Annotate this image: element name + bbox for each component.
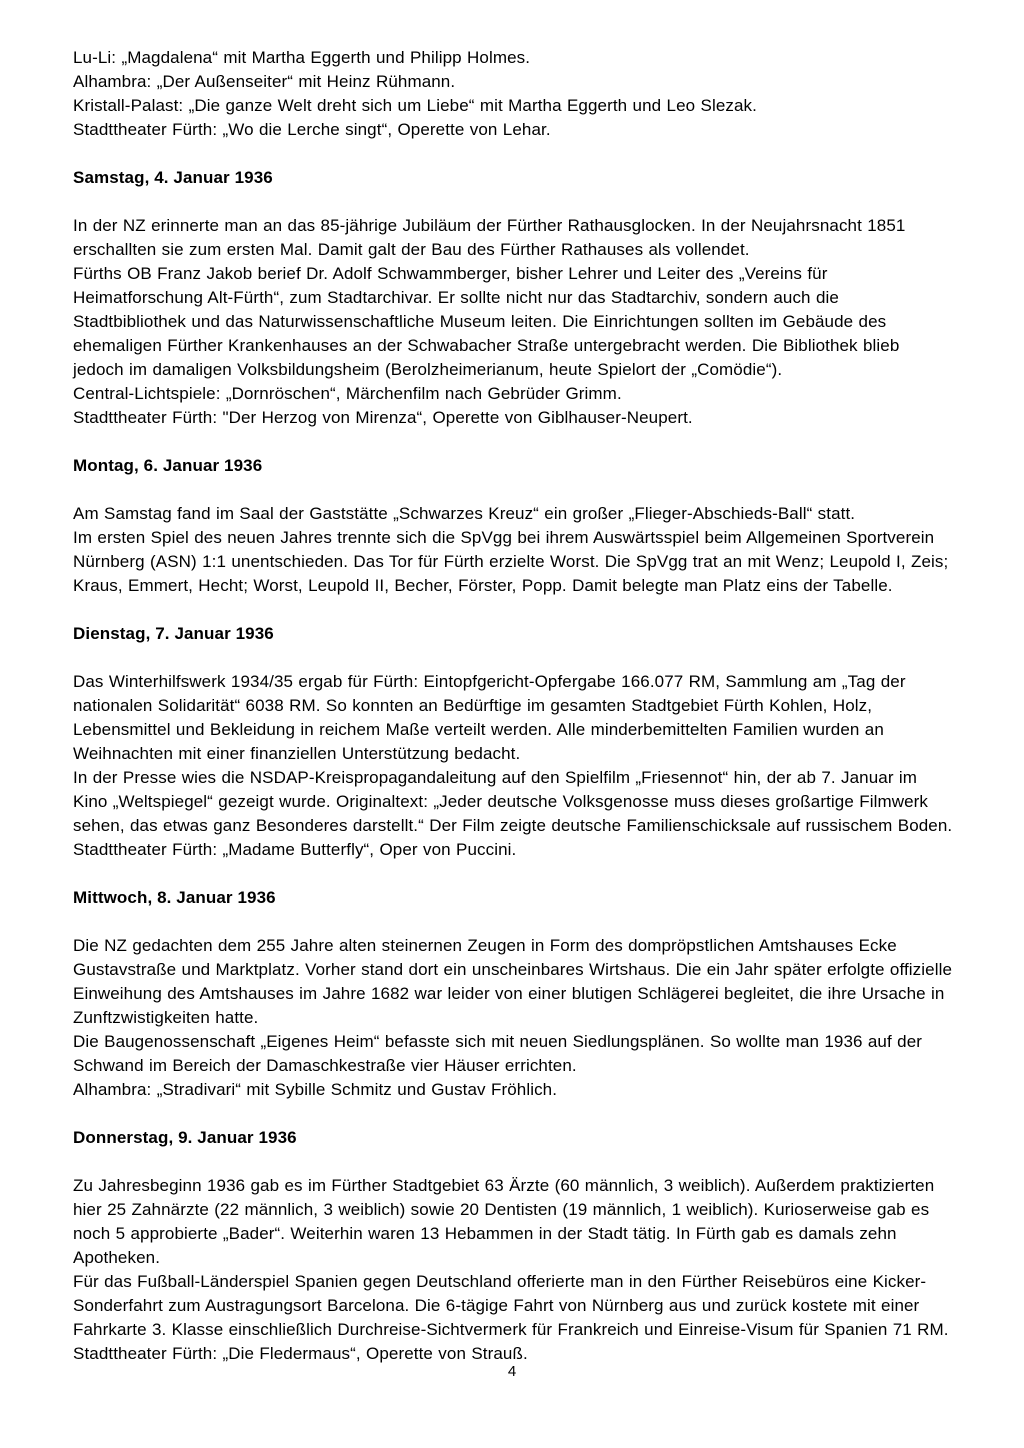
paragraph: Stadttheater Fürth: "Der Herzog von Mirenza“, Operette von Giblhauser-Neupert. [73, 408, 693, 427]
chronicle-section [73, 622, 955, 862]
date-heading: Mittwoch, 8. Januar 1936 [73, 888, 276, 907]
date-heading: Dienstag, 7. Januar 1936 [73, 624, 274, 643]
chronicle-section [73, 454, 955, 598]
paragraph: Stadttheater Fürth: „Madame Butterfly“, Oper von Puccini. [73, 840, 517, 859]
paragraph: Kristall-Palast: „Die ganze Welt dreht sich um Liebe“ mit Martha Eggerth und Leo Slezak. [73, 96, 757, 115]
paragraph: Lu-Li: „Magdalena“ mit Martha Eggerth und Philipp Holmes. [73, 48, 531, 67]
paragraph: Das Winterhilfswerk 1934/35 ergab für Fürth: Eintopfgericht-Opfergabe 166.077 RM, Sammlung am „Tag der nationalen Solidarität“ 6038 RM. So konnten an Bedürftige im gesamten Stadtgebiet Fürth Kohlen, Holz, Lebensmittel und Bekleidung in reichem Maße verteilt werden. Alle minderbemittelten Familien wurden an Weihnachten mit einer finanziellen Unterstützung bedacht. [73, 672, 906, 763]
chronicle-section [73, 886, 955, 1102]
paragraph: Am Samstag fand im Saal der Gaststätte „Schwarzes Kreuz“ ein großer „Flieger-Abschieds-Ball“ statt. [73, 504, 856, 523]
page-number: 4 [507, 1363, 517, 1380]
paragraph: Im ersten Spiel des neuen Jahres trennte sich die SpVgg bei ihrem Auswärtsspiel beim Allgemeinen Sportverein Nürnberg (ASN) 1:1 unentschieden. Das Tor für Fürth erzielte Worst. Die SpVgg trat an mit Wenz; Leupold I, Zeis; Kraus, Emmert, Hecht; Worst, Leupold II, Becher, Förster, Popp. Damit belegte man Platz eins der Tabelle. [73, 528, 949, 595]
paragraph: Stadttheater Fürth: „Die Fledermaus“, Operette von Strauß. [73, 1344, 528, 1363]
paragraph: Die NZ gedachten dem 255 Jahre alten steinernen Zeugen in Form des dompröpstlichen Amtshauses Ecke Gustavstraße und Marktplatz. Vorher stand dort ein unscheinbares Wirtshaus. Die ein Jahr später erfolgte offizielle Einweihung des Amtshauses im Jahre 1682 war leider von einer blutigen Schlägerei begleitet, die ihre Ursache in Zunftzwistigkeiten hatte. [73, 936, 952, 1027]
paragraph: Zu Jahresbeginn 1936 gab es im Fürther Stadtgebiet 63 Ärzte (60 männlich, 3 weiblich). Außerdem praktizierten hier 25 Zahnärzte (22 männlich, 3 weiblich) sowie 20 Dentisten (19 männlich, 1 weiblich). Kurioserweise gab es noch 5 approbierte „Bader“. Weiterhin waren 13 Hebammen in der Stadt tätig. In Fürth gab es damals zehn Apotheken. [73, 1176, 935, 1267]
paragraph: Die Baugenossenschaft „Eigenes Heim“ befasste sich mit neuen Siedlungsplänen. So wollte man 1936 auf der Schwand im Bereich der Damaschkestraße vier Häuser errichten. [73, 1032, 923, 1075]
date-heading: Samstag, 4. Januar 1936 [73, 168, 273, 187]
chronicle-section [73, 46, 955, 142]
date-heading: Donnerstag, 9. Januar 1936 [73, 1128, 297, 1147]
date-heading: Montag, 6. Januar 1936 [73, 456, 263, 475]
paragraph: Stadttheater Fürth: „Wo die Lerche singt“, Operette von Lehar. [73, 120, 551, 139]
paragraph: In der NZ erinnerte man an das 85-jährige Jubiläum der Fürther Rathausglocken. In der Neujahrsnacht 1851 erschallten sie zum ersten Mal. Damit galt der Bau des Fürther Rathauses als vollendet. [73, 216, 906, 259]
paragraph: Alhambra: „Stradivari“ mit Sybille Schmitz und Gustav Fröhlich. [73, 1080, 558, 1099]
paragraph: Fürths OB Franz Jakob berief Dr. Adolf Schwammberger, bisher Lehrer und Leiter des „Vereins für Heimatforschung Alt-Fürth“, zum Stadtarchivar. Er sollte nicht nur das Stadtarchiv, sondern auch die Stadtbibliothek und das Naturwissenschaftliche Museum leiten. Die Einrichtungen sollten im Gebäude des ehemaligen Fürther Krankenhauses an der Schwabacher Straße untergebracht werden. Die Bibliothek blieb jedoch im damaligen Volksbildungsheim (Berolzheimerianum, heute Spielort der „Comödie“). [73, 264, 900, 379]
paragraph: In der Presse wies die NSDAP-Kreispropagandaleitung auf den Spielfilm „Friesennot“ hin, der ab 7. Januar im Kino „Weltspiegel“ gezeigt wurde. Originaltext: „Jeder deutsche Volksgenosse muss dieses großartige Filmwerk sehen, das etwas ganz Besonderes darstellt.“ Der Film zeigte deutsche Familienschicksale auf russischem Boden. [73, 768, 953, 835]
document-content [73, 46, 955, 1366]
paragraph: Central-Lichtspiele: „Dornröschen“, Märchenfilm nach Gebrüder Grimm. [73, 384, 622, 403]
chronicle-section [73, 1126, 955, 1366]
paragraph: Für das Fußball-Länderspiel Spanien gegen Deutschland offerierte man in den Fürther Reisebüros eine Kicker-Sonderfahrt zum Austragungsort Barcelona. Die 6-tägige Fahrt von Nürnberg aus und zurück kostete mit einer Fahrkarte 3. Klasse einschließlich Durchreise-Sichtvermerk für Frankreich und Einreise-Visum für Spanien 71 RM. [73, 1272, 949, 1339]
chronicle-section [73, 166, 955, 430]
paragraph: Alhambra: „Der Außenseiter“ mit Heinz Rühmann. [73, 72, 456, 91]
